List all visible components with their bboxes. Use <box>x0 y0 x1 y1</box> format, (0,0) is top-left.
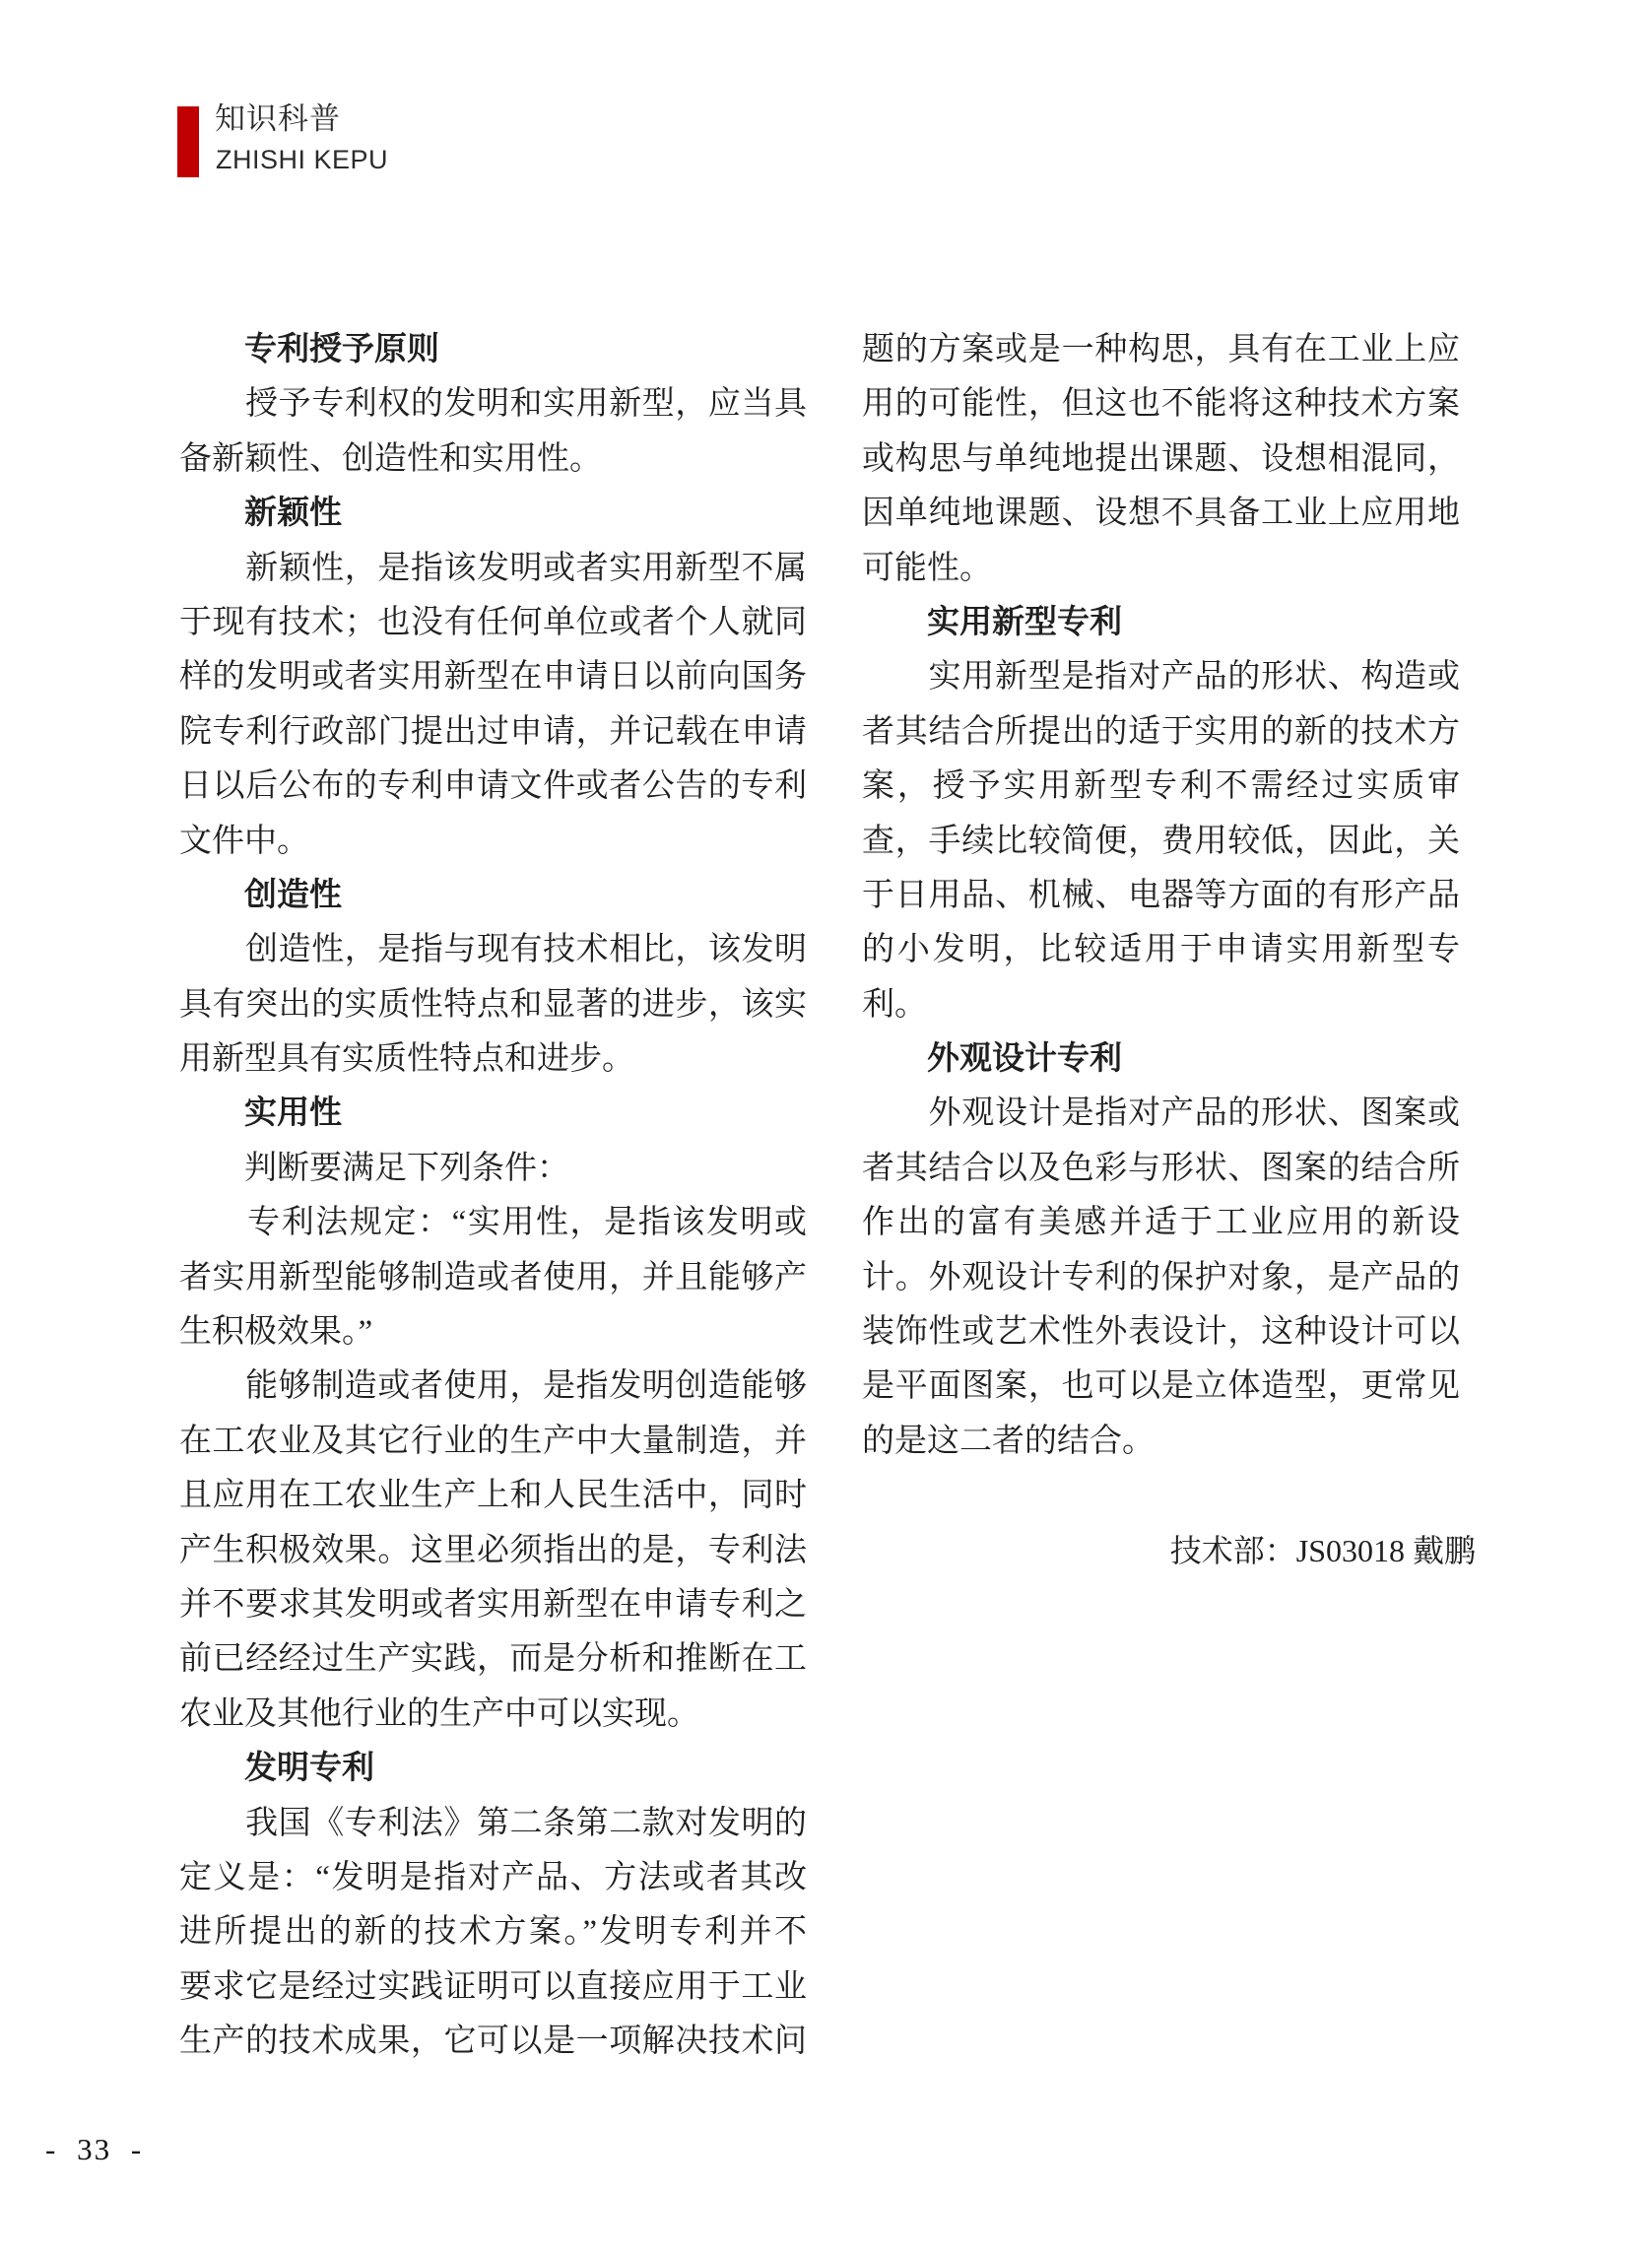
text-line: 具有突出的实质性特点和显著的进步，该实 <box>179 986 807 1023</box>
text-line: 计。外观设计专利的保护对象，是产品的 <box>862 1259 1460 1295</box>
page-title-en: ZHISHI KEPU <box>216 145 389 174</box>
text-line: 于日用品、机械、电器等方面的有形产品 <box>862 877 1460 913</box>
text-line: 者其结合以及色彩与形状、图案的结合所 <box>862 1150 1460 1186</box>
text-line: 实用新型是指对产品的形状、构造或 <box>862 659 1460 696</box>
text-line: 外观设计是指对产品的形状、图案或 <box>862 1095 1460 1132</box>
section-heading: 实用新型专利 <box>927 604 1122 640</box>
text-line: 题的方案或是一种构思，具有在工业上应 <box>862 332 1460 367</box>
text-line: 新颖性，是指该发明或者实用新型不属 <box>179 550 807 586</box>
text-line: 于现有技术；也没有任何单位或者个人就同 <box>179 604 807 640</box>
text-line: 且应用在工农业生产上和人民生活中，同时 <box>179 1478 807 1514</box>
text-line: 查，手续比较简便，费用较低，因此，关 <box>862 823 1460 859</box>
text-line: 作出的富有美感并适于工业应用的新设 <box>862 1205 1460 1241</box>
text-line: 创造性，是指与现有技术相比，该发明 <box>179 932 807 968</box>
article-column-left <box>179 323 807 2070</box>
text-line: 用新型具有实质性特点和进步。 <box>179 1041 634 1078</box>
text-line: 判断要满足下列条件： <box>179 1150 569 1186</box>
text-line: 因单纯地课题、设想不具备工业上应用地 <box>862 496 1460 532</box>
header-accent-bar <box>177 106 199 177</box>
text-line: 可能性。 <box>862 550 992 586</box>
text-line: 专利法规定：“实用性，是指该发明或 <box>179 1205 807 1241</box>
text-line: 院专利行政部门提出过申请，并记载在申请 <box>179 713 807 750</box>
text-line: 样的发明或者实用新型在申请日以前向国务 <box>179 659 807 696</box>
text-line: 农业及其他行业的生产中可以实现。 <box>179 1695 699 1732</box>
text-line: 的是这二者的结合。 <box>862 1423 1155 1459</box>
text-line: 者实用新型能够制造或者使用，并且能够产 <box>179 1259 807 1295</box>
text-line: 授予专利权的发明和实用新型，应当具 <box>179 386 807 423</box>
attribution-line: 技术部：JS03018 戴鹏 <box>1169 1533 1476 1568</box>
text-line: 者其结合所提出的适于实用的新的技术方 <box>862 713 1460 750</box>
text-line: 生积极效果。” <box>179 1314 373 1351</box>
text-line: 利。 <box>862 986 927 1023</box>
article-column-right <box>862 323 1460 1469</box>
text-line: 日以后公布的专利申请文件或者公告的专利 <box>179 768 807 805</box>
text-line: 定义是：“发明是指对产品、方法或者其改 <box>179 1859 807 1895</box>
text-line: 或构思与单纯地提出课题、设想相混同， <box>862 440 1460 477</box>
page-number: - 33 - <box>45 2132 144 2166</box>
text-line: 是平面图案，也可以是立体造型，更常见 <box>862 1368 1460 1405</box>
section-heading: 专利授予原则 <box>244 332 439 367</box>
section-heading: 新颖性 <box>244 496 342 532</box>
page-title-cn: 知识科普 <box>215 101 341 136</box>
text-line: 备新颖性、创造性和实用性。 <box>179 440 602 477</box>
text-line: 进所提出的新的技术方案。”发明专利并不 <box>179 1914 807 1951</box>
text-line: 用的可能性，但这也不能将这种技术方案 <box>862 386 1460 423</box>
section-heading: 实用性 <box>244 1095 342 1132</box>
text-line: 并不要求其发明或者实用新型在申请专利之 <box>179 1586 807 1623</box>
section-heading: 发明专利 <box>244 1751 374 1787</box>
text-line: 装饰性或艺术性外表设计，这种设计可以 <box>862 1314 1460 1351</box>
text-line: 案，授予实用新型专利不需经过实质审 <box>862 768 1460 805</box>
text-line: 能够制造或者使用，是指发明创造能够 <box>179 1368 807 1405</box>
text-line: 生产的技术成果，它可以是一项解决技术问 <box>179 2024 807 2060</box>
text-line: 产生积极效果。这里必须指出的是，专利法 <box>179 1532 807 1568</box>
text-line: 的小发明，比较适用于申请实用新型专 <box>862 932 1460 968</box>
text-line: 在工农业及其它行业的生产中大量制造，并 <box>179 1423 807 1459</box>
text-line: 要求它是经过实践证明可以直接应用于工业 <box>179 1968 807 2005</box>
text-line: 文件中。 <box>179 823 309 859</box>
section-heading: 外观设计专利 <box>927 1041 1122 1078</box>
text-line: 前已经经过生产实践，而是分析和推断在工 <box>179 1641 807 1678</box>
section-heading: 创造性 <box>244 877 342 913</box>
text-line: 我国《专利法》第二条第二款对发明的 <box>179 1805 807 1841</box>
